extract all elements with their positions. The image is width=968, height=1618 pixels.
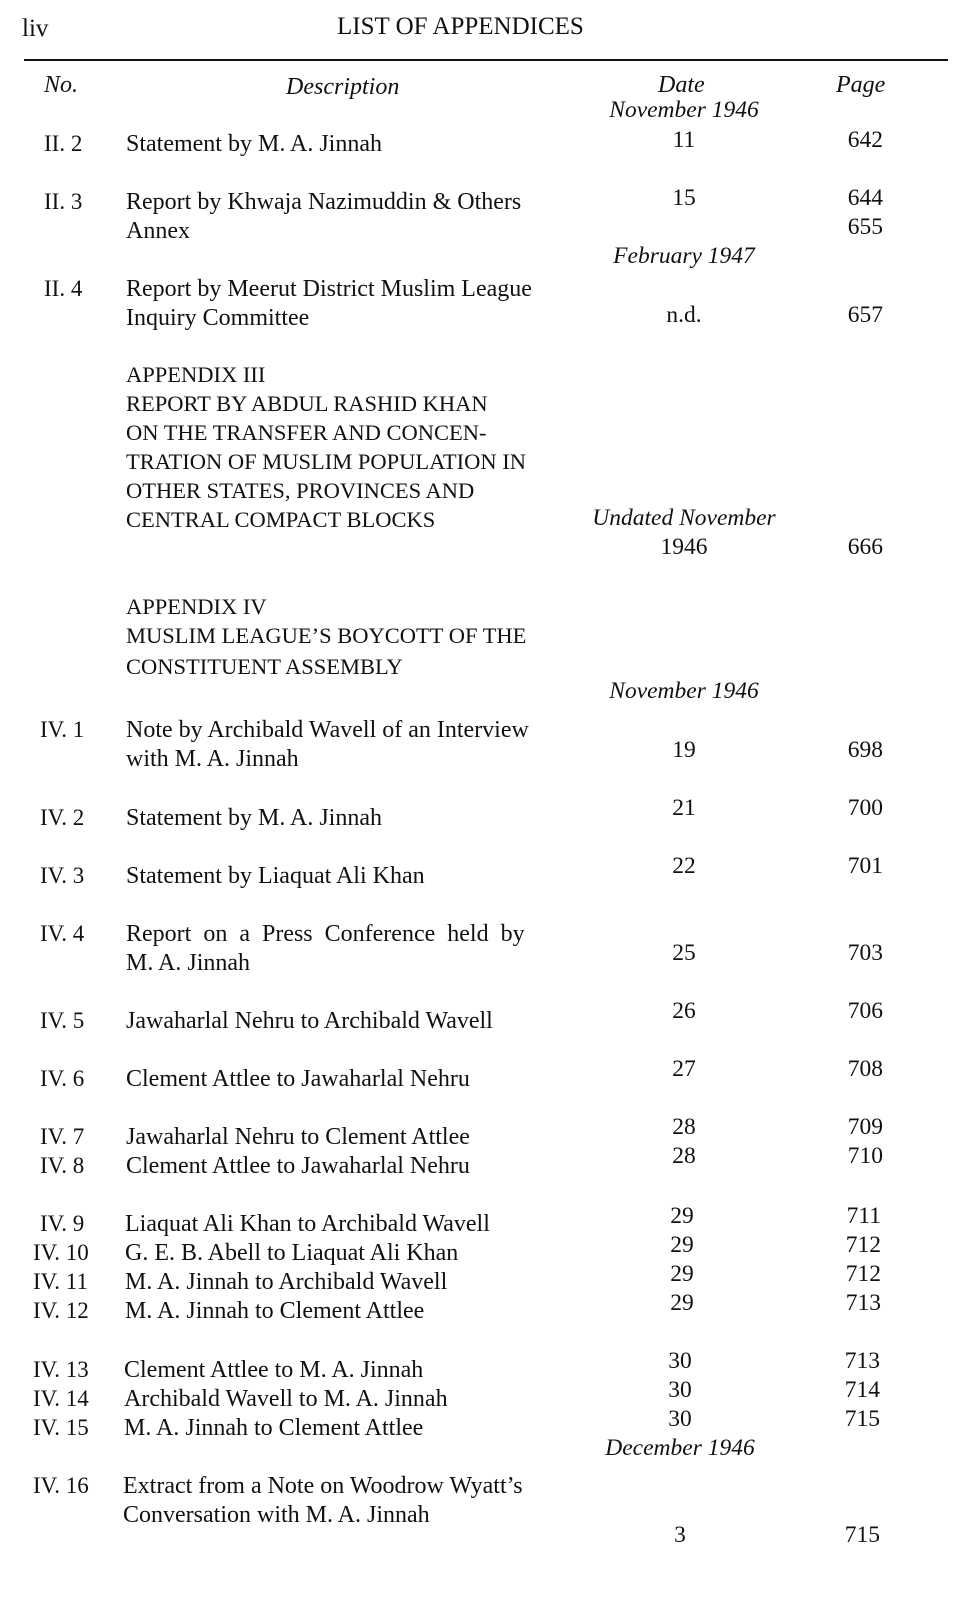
entry-description: Report by Khwaja Nazimuddin & Others	[126, 189, 522, 215]
entry-number: IV. 11	[33, 1269, 88, 1294]
entry-page: 712	[845, 1261, 881, 1287]
entry-page: 708	[847, 1056, 883, 1082]
appendix-title: APPENDIX IV	[126, 594, 267, 619]
entry-date: 22	[672, 853, 696, 879]
date-group-label: December 1946	[605, 1435, 755, 1461]
entry-number: IV. 4	[40, 921, 85, 946]
entry-number: IV. 1	[40, 717, 85, 742]
entry-number: IV. 5	[40, 1008, 85, 1033]
entry-description-line: Inquiry Committee	[126, 305, 310, 331]
appendix-heading-line: REPORT BY ABDUL RASHID KHAN	[126, 391, 488, 416]
date-group-label: November 1946	[609, 678, 759, 704]
entry-description-line: Annex	[126, 218, 190, 244]
appendix-heading-line: ON THE TRANSFER AND CONCEN-	[126, 420, 487, 445]
entry-page: 709	[847, 1114, 883, 1140]
entry-date: 29	[670, 1232, 694, 1258]
entry-description: Jawaharlal Nehru to Clement Attlee	[126, 1124, 470, 1150]
entry-description-line: M. A. Jinnah	[126, 950, 251, 976]
entry-description: Statement by M. A. Jinnah	[126, 805, 382, 831]
entry-page: 666	[847, 534, 883, 560]
entry-date: 26	[672, 998, 696, 1024]
entry-page: 711	[846, 1203, 881, 1229]
entry-description: Jawaharlal Nehru to Archibald Wavell	[126, 1008, 493, 1034]
entry-number: IV. 13	[33, 1357, 89, 1382]
entry-description: Clement Attlee to M. A. Jinnah	[124, 1357, 424, 1383]
entry-number: IV. 14	[33, 1386, 89, 1411]
entry-page: 712	[845, 1232, 881, 1258]
entry-description: Report by Meerut District Muslim League	[126, 276, 532, 302]
entry-description-line: with M. A. Jinnah	[126, 746, 299, 772]
entry-description-line: Conversation with M. A. Jinnah	[123, 1502, 430, 1528]
entry-date: 11	[672, 127, 696, 153]
entry-number: IV. 7	[40, 1124, 85, 1149]
entry-description: G. E. B. Abell to Liaquat Ali Khan	[125, 1240, 459, 1266]
entry-page: 642	[847, 127, 883, 153]
entry-page: 713	[844, 1348, 880, 1374]
entry-page: 713	[845, 1290, 881, 1316]
entry-number: IV. 16	[33, 1473, 89, 1498]
entry-number: IV. 3	[40, 863, 85, 888]
entry-number: IV. 6	[40, 1066, 85, 1091]
appendix-heading-line: OTHER STATES, PROVINCES AND	[126, 478, 475, 503]
entry-description: Extract from a Note on Woodrow Wyatt’s	[123, 1473, 523, 1499]
entry-description: Clement Attlee to Jawaharlal Nehru	[126, 1066, 470, 1092]
entry-date: 28	[672, 1114, 696, 1140]
entry-description: Clement Attlee to Jawaharlal Nehru	[126, 1153, 470, 1179]
entry-date: 28	[672, 1143, 696, 1169]
entry-description: M. A. Jinnah to Clement Attlee	[124, 1415, 424, 1441]
entry-number: IV. 15	[33, 1415, 89, 1440]
entry-page: 657	[847, 302, 883, 328]
entry-date: 29	[670, 1261, 694, 1287]
entry-date: n.d.	[666, 302, 702, 328]
entry-page: 715	[844, 1522, 880, 1548]
entry-date: 29	[670, 1290, 694, 1316]
appendix-heading-line: MUSLIM LEAGUE’S BOYCOTT OF THE	[126, 623, 527, 648]
entry-page: 714	[844, 1377, 880, 1403]
date-group-label: Undated November	[592, 505, 776, 531]
entry-date: 30	[668, 1406, 692, 1432]
entry-date: 19	[672, 737, 696, 763]
entry-page: 706	[847, 998, 883, 1024]
entry-description: Note by Archibald Wavell of an Interview	[126, 717, 529, 743]
entry-date: 30	[668, 1377, 692, 1403]
entry-date: 21	[672, 795, 696, 821]
column-header-date: Date	[658, 72, 705, 98]
entry-description: Report on a Press Conference held by	[126, 921, 525, 947]
date-group-label: November 1946	[609, 97, 759, 123]
entry-page: 700	[847, 795, 883, 821]
entry-date: 29	[670, 1203, 694, 1229]
column-header-page: Page	[836, 72, 886, 98]
entry-page-secondary: 655	[847, 214, 883, 240]
entry-description: Statement by Liaquat Ali Khan	[126, 863, 425, 889]
appendix-heading-line: CENTRAL COMPACT BLOCKS	[126, 507, 436, 532]
entry-date: 25	[672, 940, 696, 966]
appendix-heading-line: CONSTITUENT ASSEMBLY	[126, 654, 403, 679]
entry-page: 715	[844, 1406, 880, 1432]
entry-date: 15	[672, 185, 696, 211]
date-group-label: February 1947	[613, 243, 755, 269]
entry-number: IV. 2	[40, 805, 85, 830]
entry-description: Statement by M. A. Jinnah	[126, 131, 382, 157]
appendix-heading-line: TRATION OF MUSLIM POPULATION IN	[126, 449, 527, 474]
entry-description: Liaquat Ali Khan to Archibald Wavell	[125, 1211, 490, 1237]
entry-number: IV. 10	[33, 1240, 89, 1265]
entry-page: 701	[847, 853, 883, 879]
entry-page: 703	[847, 940, 883, 966]
entry-number: II. 2	[44, 131, 83, 156]
column-header-no: No.	[44, 72, 79, 98]
entry-description: M. A. Jinnah to Clement Attlee	[125, 1298, 425, 1324]
column-header-description: Description	[286, 74, 400, 100]
page-number: liv	[22, 15, 49, 42]
entry-date: 30	[668, 1348, 692, 1374]
entry-page: 698	[847, 737, 883, 763]
entry-description: Archibald Wavell to M. A. Jinnah	[124, 1386, 448, 1412]
page-title: LIST OF APPENDICES	[337, 13, 584, 40]
entry-date: 1946	[660, 534, 708, 560]
entry-description: M. A. Jinnah to Archibald Wavell	[125, 1269, 448, 1295]
entry-page: 710	[847, 1143, 883, 1169]
entry-number: II. 4	[44, 276, 83, 301]
entry-number: IV. 8	[40, 1153, 85, 1178]
entry-number: IV. 9	[40, 1211, 85, 1236]
header-rule	[24, 59, 948, 61]
entry-number: II. 3	[44, 189, 83, 214]
appendix-title: APPENDIX III	[126, 362, 266, 387]
entry-number: IV. 12	[33, 1298, 89, 1323]
entry-date: 27	[672, 1056, 696, 1082]
entry-date: 3	[674, 1522, 686, 1548]
entry-page: 644	[847, 185, 883, 211]
